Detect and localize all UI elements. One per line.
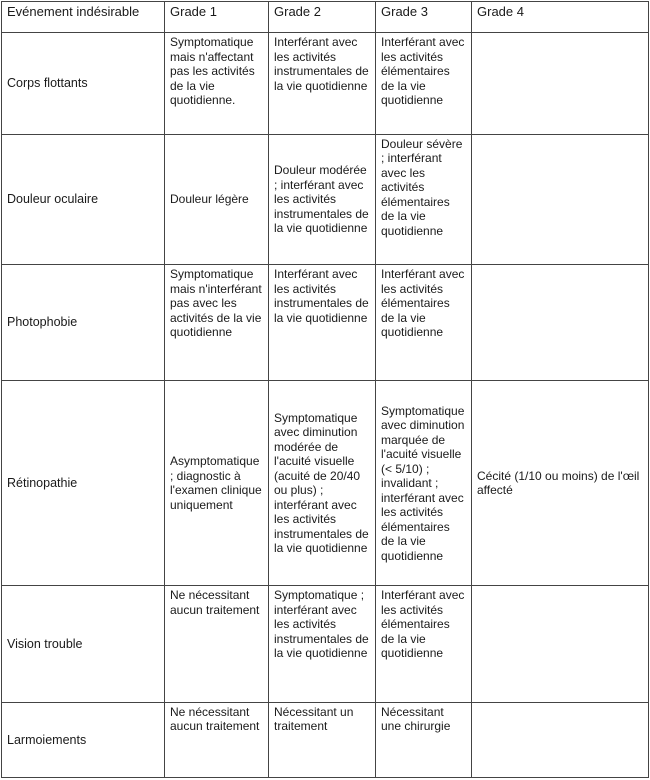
header-grade-3: Grade 3 <box>376 2 472 33</box>
event-label: Douleur oculaire <box>2 134 165 265</box>
grade-1-cell: Douleur légère <box>165 134 269 265</box>
grade-3-cell: Interférant avec les activités élémentaires de la vie quotidienne <box>376 586 472 702</box>
event-label: Corps flottants <box>2 33 165 134</box>
grade-4-cell <box>472 586 649 702</box>
grade-4-cell: Cécité (1/10 ou moins) de l'œil affecté <box>472 381 649 586</box>
table-row <box>2 134 649 265</box>
grade-1-cell: Ne nécessitant aucun traitement <box>165 586 269 702</box>
grade-4-cell <box>472 134 649 265</box>
table-row <box>2 33 649 134</box>
grade-4-cell <box>472 702 649 777</box>
event-label: Photophobie <box>2 265 165 381</box>
grade-2-cell: Douleur modérée ; interférant avec les activités instrumentales de la vie quotidienne <box>269 134 376 265</box>
grade-1-cell: Asymptomatique ; diagnostic à l'examen clinique uniquement <box>165 381 269 586</box>
table-row <box>2 586 649 702</box>
grade-2-cell: Symptomatique avec diminution modérée de l'acuité visuelle (acuité de 20/40 ou plus) ; interférant avec les activités instrumentales de la vie quotidienne <box>269 381 376 586</box>
adverse-events-table <box>1 1 649 778</box>
header-grade-2: Grade 2 <box>269 2 376 33</box>
grade-3-cell: Nécessitant une chirurgie <box>376 702 472 777</box>
grade-3-cell: Interférant avec les activités élémentaires de la vie quotidienne <box>376 33 472 134</box>
table-row <box>2 702 649 777</box>
grade-1-cell: Symptomatique mais n'affectant pas les activités de la vie quotidienne. <box>165 33 269 134</box>
header-row <box>2 2 649 33</box>
grade-1-cell: Ne nécessitant aucun traitement <box>165 702 269 777</box>
grade-2-cell: Interférant avec les activités instrumentales de la vie quotidienne <box>269 33 376 134</box>
grade-3-cell: Interférant avec les activités élémentaires de la vie quotidienne <box>376 265 472 381</box>
grade-4-cell <box>472 265 649 381</box>
table-row <box>2 381 649 586</box>
event-label: Rétinopathie <box>2 381 165 586</box>
event-label: Larmoiements <box>2 702 165 777</box>
header-grade-1: Grade 1 <box>165 2 269 33</box>
grade-2-cell: Symptomatique ; interférant avec les activités instrumentales de la vie quotidienne <box>269 586 376 702</box>
grade-3-cell: Symptomatique avec diminution marquée de l'acuité visuelle (< 5/10) ; invalidant ; interférant avec les activités élémentaires de la vie quotidienne <box>376 381 472 586</box>
grade-3-cell: Douleur sévère ; interférant avec les activités élémentaires de la vie quotidienne <box>376 134 472 265</box>
table-row <box>2 265 649 381</box>
grade-4-cell <box>472 33 649 134</box>
header-grade-4: Grade 4 <box>472 2 649 33</box>
event-label: Vision trouble <box>2 586 165 702</box>
grade-1-cell: Symptomatique mais n'interférant pas avec les activités de la vie quotidienne <box>165 265 269 381</box>
header-event: Evénement indésirable <box>2 2 165 33</box>
grade-2-cell: Interférant avec les activités instrumentales de la vie quotidienne <box>269 265 376 381</box>
grade-2-cell: Nécessitant un traitement <box>269 702 376 777</box>
